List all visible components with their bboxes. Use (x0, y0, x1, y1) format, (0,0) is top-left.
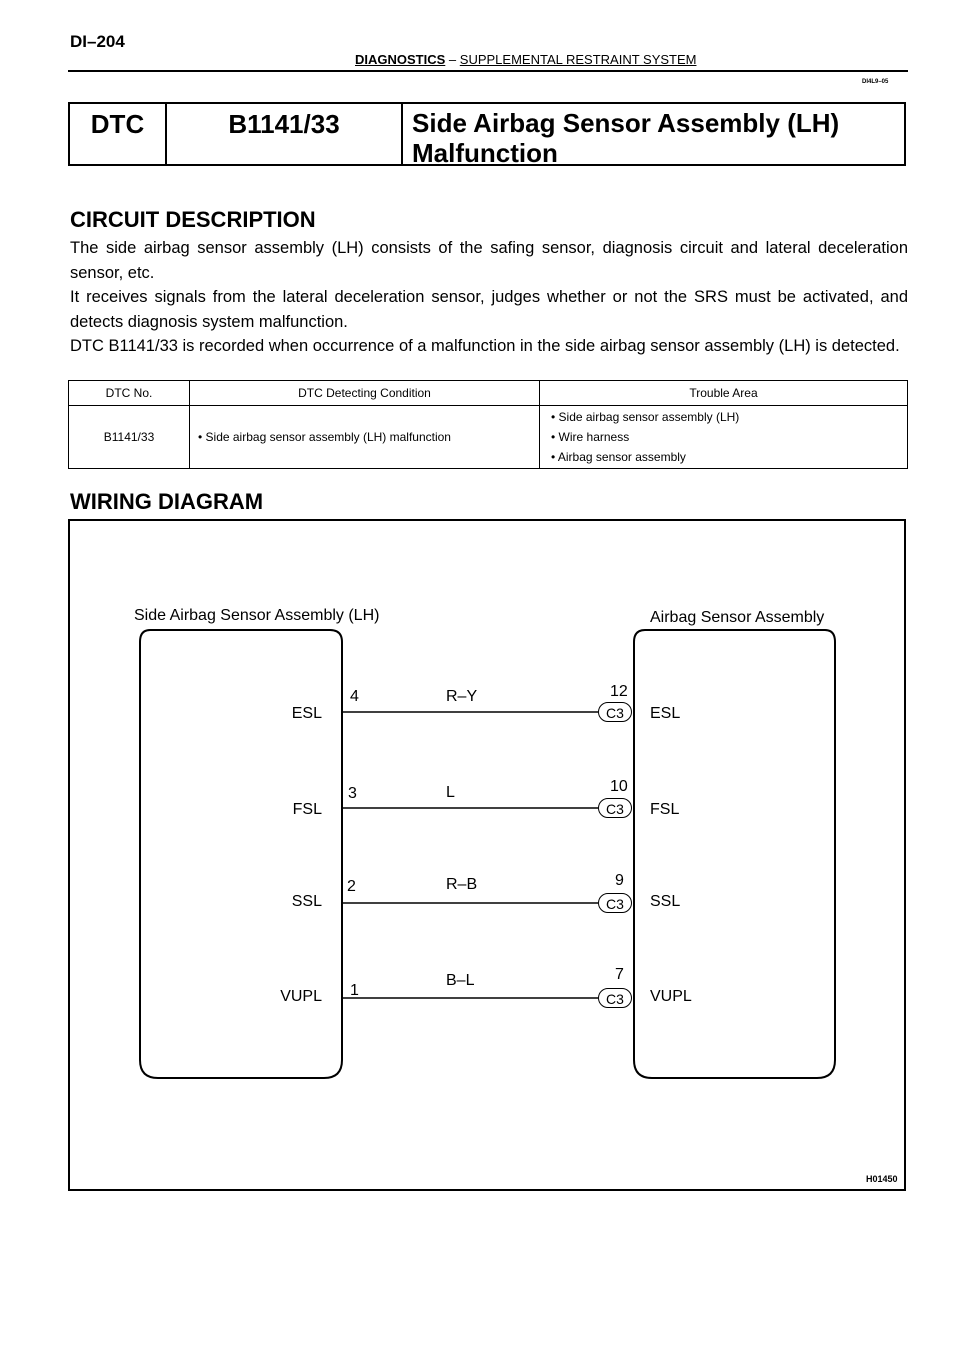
right-terminal-name: VUPL (650, 988, 692, 1005)
connector-badge: C3 (598, 893, 632, 913)
trouble-area-item: • Wire harness (551, 430, 630, 444)
right-pin-number: 7 (615, 966, 624, 983)
column-header: Trouble Area (540, 381, 908, 406)
wire-color: R–Y (446, 688, 478, 705)
trouble-area-item: • Airbag sensor assembly (551, 450, 686, 464)
dtc-title-line2: Malfunction (412, 138, 558, 168)
left-terminal-name: ESL (291, 705, 322, 722)
wiring-diagram-heading: WIRING DIAGRAM (70, 489, 264, 514)
connector-badge: C3 (598, 798, 632, 818)
paragraph: It receives signals from the lateral deceleration sensor, judges whether or not the SRS must be activated, and detects diagnosis system malfunction. (70, 288, 908, 331)
trouble-area-item: • Side airbag sensor assembly (LH) (551, 410, 740, 424)
page-number: DI–204 (70, 32, 125, 51)
dtc-number-cell: B1141/33 (69, 406, 190, 469)
left-terminal-name: VUPL (280, 988, 322, 1005)
paragraph: DTC B1141/33 is recorded when occurrence of a malfunction in the side airbag sensor assembly (LH) is detected. (70, 337, 900, 355)
section-main: DIAGNOSTICS (355, 52, 446, 67)
dtc-code: B1141/33 (167, 104, 403, 164)
paragraph: The side airbag sensor assembly (LH) consists of the safing sensor, diagnosis circuit and lateral deceleration sensor, etc. (70, 239, 908, 282)
right-terminal-name: FSL (650, 801, 680, 818)
detecting-condition-cell: • Side airbag sensor assembly (LH) malfunction (190, 406, 540, 469)
left-pin-number: 4 (350, 688, 359, 705)
right-pin-number: 10 (610, 778, 628, 795)
left-terminal-name: SSL (291, 893, 322, 910)
connector-badge: C3 (598, 988, 632, 1008)
dtc-title-line1: Side Airbag Sensor Assembly (LH) (412, 108, 840, 138)
right-pin-number: 12 (610, 683, 628, 700)
section-separator: – (448, 52, 457, 67)
dtc-label: DTC (70, 104, 167, 164)
left-component-title: Side Airbag Sensor Assembly (LH) (134, 607, 380, 624)
wire-color: R–B (446, 876, 478, 893)
right-component-outline (634, 630, 835, 1078)
right-terminal-name: ESL (650, 705, 681, 722)
left-pin-number: 1 (350, 982, 359, 999)
right-pin-number: 9 (615, 872, 624, 889)
left-component-outline (140, 630, 342, 1078)
wire-color: L (446, 784, 455, 801)
right-terminal-name: SSL (650, 893, 681, 910)
connector-badge: C3 (598, 702, 632, 722)
left-pin-number: 2 (347, 878, 356, 895)
column-header: DTC No. (69, 381, 190, 406)
column-header: DTC Detecting Condition (190, 381, 540, 406)
circuit-description-heading: CIRCUIT DESCRIPTION (70, 207, 316, 232)
wire-color: B–L (446, 972, 475, 989)
document-code: DI4L9–05 (862, 79, 889, 85)
left-terminal-name: FSL (292, 801, 322, 818)
section-sub: SUPPLEMENTAL RESTRAINT SYSTEM (459, 52, 697, 67)
figure-code: H01450 (866, 1174, 898, 1184)
left-pin-number: 3 (348, 785, 357, 802)
right-component-title: Airbag Sensor Assembly (650, 609, 825, 626)
